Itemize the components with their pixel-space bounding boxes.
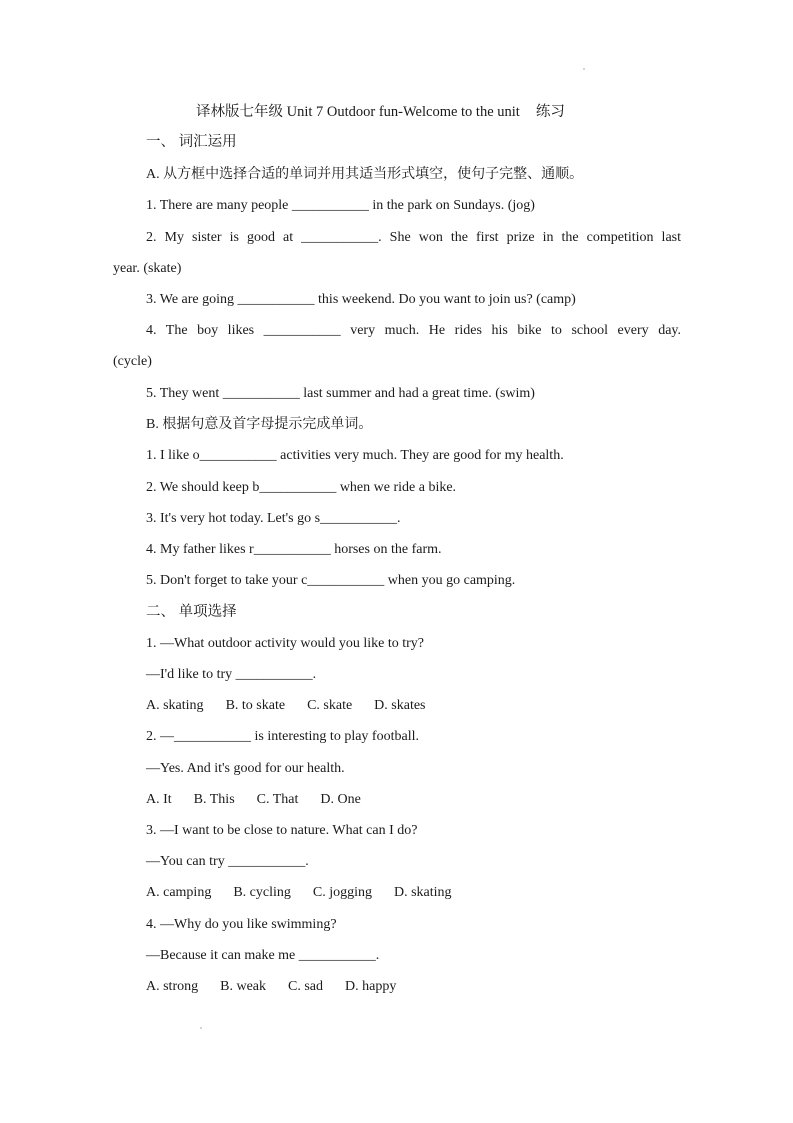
option-c: C. sad [288,979,324,994]
part-b-question-1: 1. I like o___________ activities very much. They are good for my health. [146,448,564,463]
mc-question-1: 1. —What outdoor activity would you like to try? [146,636,425,651]
mc-question-3: 3. —I want to be close to nature. What can I do? [146,823,418,838]
option-d: D. happy [345,979,397,994]
option-a: A. strong [146,979,199,994]
mc-question-2: 2. —___________ is interesting to play football. [146,729,419,744]
option-a: A. skating [146,698,204,713]
option-d: D. skating [394,885,452,900]
mc-question-4: 4. —Why do you like swimming? [146,917,337,932]
mc-question-4-reply: —Because it can make me ___________. [146,948,380,963]
scan-dot [583,68,585,70]
part-b-question-3: 3. It's very hot today. Let's go s___________. [146,511,401,526]
part-b-question-5: 5. Don't forget to take your c___________ when you go camping. [146,573,516,588]
option-b: B. weak [220,979,267,994]
option-b: B. cycling [233,885,291,900]
option-c: C. jogging [312,885,372,900]
option-c: C. skate [307,698,353,713]
option-a: A. camping [146,885,212,900]
mc-question-4-options [146,978,396,996]
option-b: B. This [193,792,235,807]
option-d: D. One [320,792,361,807]
part-a-question-5: 5. They went ___________ last summer and had a great time. (swim) [146,386,535,401]
worksheet-title [196,103,565,121]
option-d: D. skates [374,698,426,713]
scan-dot [200,1027,202,1029]
title-text: 译林版七年级 Unit 7 Outdoor fun-Welcome to the unit [196,104,520,120]
mc-question-1-reply: —I'd like to try ___________. [146,667,317,682]
mc-question-3-options [146,884,452,902]
part-a-question-4: 4. The boy likes ___________ very much. He rides his bike to school every day. [146,323,681,338]
part-b-question-2: 2. We should keep b___________ when we ride a bike. [146,480,457,495]
option-b: B. to skate [225,698,286,713]
part-b-question-4: 4. My father likes r___________ horses on the farm. [146,542,442,557]
part-a-question-3: 3. We are going ___________ this weekend. Do you want to join us? (camp) [146,292,576,307]
part-a-instruction: A. 从方框中选择合适的单词并用其适当形式填空，使句子完整、通顺。 [146,167,584,182]
option-a: A. It [146,792,172,807]
mc-question-3-reply: —You can try ___________. [146,854,309,869]
mc-question-2-reply: —Yes. And it's good for our health. [146,761,345,776]
title-suffix: 练习 [535,104,565,120]
mc-question-2-options [146,791,361,809]
mc-question-1-options [146,697,426,715]
part-a-question-2: 2. My sister is good at ___________. She won the first prize in the competition last [146,230,681,245]
section-heading-multiple-choice: 二、 单项选择 [146,604,237,620]
part-a-question-2-cont: year. (skate) [113,261,182,276]
section-heading-vocabulary: 一、 词汇运用 [146,134,237,150]
part-a-question-1: 1. There are many people ___________ in the park on Sundays. (jog) [146,198,535,213]
part-b-instruction: B. 根据句意及首字母提示完成单词。 [146,417,373,432]
option-c: C. That [256,792,299,807]
part-a-question-4-cont: (cycle) [113,354,152,369]
